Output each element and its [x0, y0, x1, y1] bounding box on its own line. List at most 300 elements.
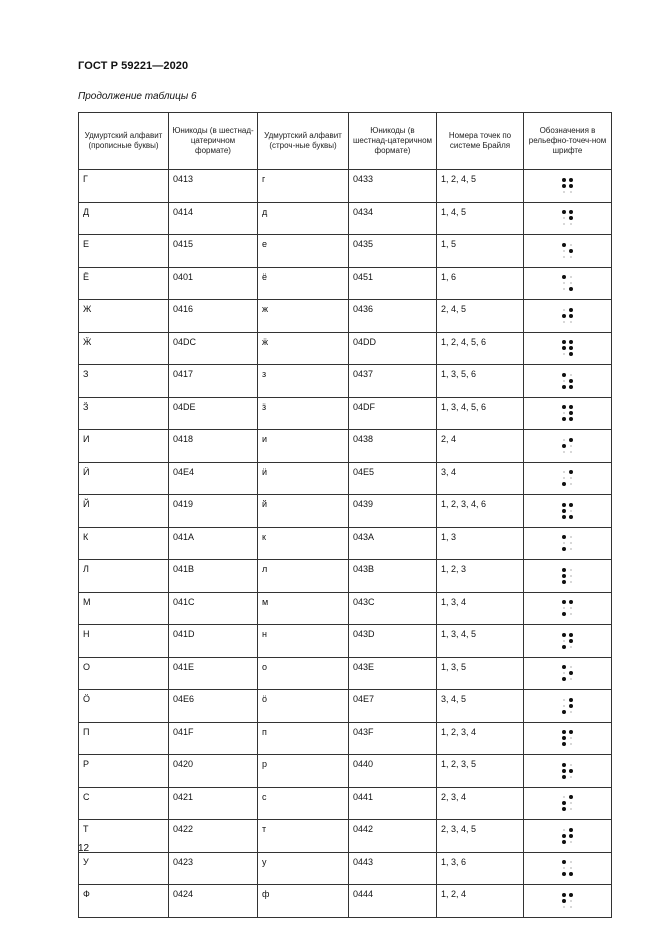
braille-dots-cell: 2, 4, 5	[437, 300, 524, 333]
braille-dot-raised	[562, 899, 566, 903]
braille-dot-raised	[562, 314, 566, 318]
braille-dots-cell: 1, 3, 6	[437, 852, 524, 885]
braille-dots-cell: 1, 3, 4, 5, 6	[437, 397, 524, 430]
braille-dot-empty	[570, 451, 571, 452]
braille-dot-raised	[562, 385, 566, 389]
uppercase-letter-cell: И	[79, 430, 169, 463]
lowercase-unicode-cell: 0442	[349, 820, 437, 853]
lowercase-letter-cell: ё	[258, 267, 349, 300]
lowercase-letter-cell: с	[258, 787, 349, 820]
braille-dot-empty	[563, 906, 564, 907]
braille-dot-raised	[569, 639, 573, 643]
uppercase-unicode-cell: 0413	[169, 170, 258, 203]
uppercase-unicode-cell: 0423	[169, 852, 258, 885]
braille-symbol-icon	[561, 274, 574, 292]
braille-symbol-icon	[561, 469, 574, 487]
braille-dot-raised	[569, 379, 573, 383]
lowercase-unicode-cell: 0438	[349, 430, 437, 463]
braille-dot-empty	[570, 809, 571, 810]
uppercase-letter-cell: Д	[79, 202, 169, 235]
braille-cell	[524, 202, 612, 235]
braille-cell	[524, 430, 612, 463]
lowercase-unicode-cell: 0434	[349, 202, 437, 235]
braille-dot-empty	[570, 900, 571, 901]
table-row	[79, 852, 612, 885]
braille-dot-empty	[570, 744, 571, 745]
braille-cell	[524, 820, 612, 853]
braille-dots-cell: 1, 2, 4	[437, 885, 524, 918]
table-row	[79, 235, 612, 268]
braille-cell	[524, 332, 612, 365]
lowercase-letter-cell: ӝ	[258, 332, 349, 365]
braille-symbol-icon	[561, 794, 574, 812]
lowercase-unicode-cell: 0435	[349, 235, 437, 268]
braille-dot-empty	[563, 321, 564, 322]
braille-dot-raised	[562, 515, 566, 519]
braille-dot-raised	[562, 275, 566, 279]
uppercase-letter-cell: Р	[79, 755, 169, 788]
uppercase-unicode-cell: 041F	[169, 722, 258, 755]
braille-dots-cell: 1, 2, 3	[437, 560, 524, 593]
braille-dot-raised	[569, 503, 573, 507]
lowercase-unicode-cell: 0433	[349, 170, 437, 203]
braille-dot-raised	[569, 872, 573, 876]
lowercase-letter-cell: л	[258, 560, 349, 593]
braille-dot-empty	[563, 283, 564, 284]
table-row	[79, 690, 612, 723]
braille-dot-raised	[562, 840, 566, 844]
braille-dot-raised	[562, 535, 566, 539]
lowercase-unicode-cell: 043F	[349, 722, 437, 755]
lowercase-unicode-cell: 0440	[349, 755, 437, 788]
uppercase-letter-cell: М	[79, 592, 169, 625]
braille-dot-empty	[570, 776, 571, 777]
braille-cell	[524, 397, 612, 430]
lowercase-unicode-cell: 04E7	[349, 690, 437, 723]
lowercase-unicode-cell: 0439	[349, 495, 437, 528]
braille-dots-cell: 1, 6	[437, 267, 524, 300]
braille-dot-empty	[563, 543, 564, 544]
uppercase-letter-cell: Й	[79, 495, 169, 528]
braille-cell	[524, 527, 612, 560]
braille-cell	[524, 592, 612, 625]
uppercase-letter-cell: Ӝ	[79, 332, 169, 365]
braille-cell	[524, 300, 612, 333]
braille-dots-cell: 1, 2, 3, 5	[437, 755, 524, 788]
uppercase-letter-cell: К	[79, 527, 169, 560]
lowercase-unicode-cell: 043D	[349, 625, 437, 658]
braille-dot-empty	[570, 374, 571, 375]
braille-dots-cell: 1, 2, 3, 4	[437, 722, 524, 755]
braille-table	[78, 112, 612, 918]
braille-dot-raised	[562, 801, 566, 805]
uppercase-unicode-cell: 04DE	[169, 397, 258, 430]
braille-dot-raised	[562, 612, 566, 616]
braille-cell	[524, 755, 612, 788]
braille-dots-cell: 3, 4, 5	[437, 690, 524, 723]
table-row	[79, 495, 612, 528]
braille-dots-cell: 1, 4, 5	[437, 202, 524, 235]
braille-dot-raised	[569, 340, 573, 344]
braille-dot-empty	[570, 445, 571, 446]
uppercase-letter-cell: Л	[79, 560, 169, 593]
braille-dot-raised	[569, 249, 573, 253]
header-uppercase-letter: Удмуртский алфавит (прописные буквы)	[79, 113, 169, 170]
braille-dot-raised	[569, 769, 573, 773]
document-code: ГОСТ Р 59221—2020	[78, 60, 189, 72]
lowercase-letter-cell: т	[258, 820, 349, 853]
uppercase-unicode-cell: 04E4	[169, 462, 258, 495]
braille-dots-cell: 1, 3, 5, 6	[437, 365, 524, 398]
braille-dot-raised	[562, 736, 566, 740]
braille-cell	[524, 787, 612, 820]
lowercase-letter-cell: д	[258, 202, 349, 235]
table-row	[79, 365, 612, 398]
braille-symbol-icon	[561, 664, 574, 682]
braille-dot-raised	[562, 243, 566, 247]
braille-dot-raised	[562, 645, 566, 649]
braille-dot-raised	[562, 872, 566, 876]
braille-dot-raised	[569, 704, 573, 708]
uppercase-letter-cell: Ж	[79, 300, 169, 333]
braille-cell	[524, 560, 612, 593]
braille-symbol-icon	[561, 859, 574, 877]
braille-dot-empty	[563, 472, 564, 473]
table-row	[79, 397, 612, 430]
header-braille-cell: Обозначения в рельефно-точеч-ном шрифте	[524, 113, 612, 170]
uppercase-unicode-cell: 0421	[169, 787, 258, 820]
braille-symbol-icon	[561, 404, 574, 422]
braille-dot-empty	[570, 191, 571, 192]
braille-dot-raised	[569, 385, 573, 389]
uppercase-letter-cell: О	[79, 657, 169, 690]
braille-dot-empty	[563, 256, 564, 257]
table-row	[79, 267, 612, 300]
braille-symbol-icon	[561, 827, 574, 845]
braille-dot-empty	[570, 321, 571, 322]
lowercase-unicode-cell: 0437	[349, 365, 437, 398]
braille-dot-empty	[570, 478, 571, 479]
lowercase-letter-cell: з	[258, 365, 349, 398]
braille-dot-raised	[569, 671, 573, 675]
braille-symbol-icon	[561, 177, 574, 195]
uppercase-unicode-cell: 0416	[169, 300, 258, 333]
braille-dot-raised	[562, 775, 566, 779]
table-row	[79, 755, 612, 788]
header-lowercase-unicode: Юникоды (в шестнад-цатеричном формате)	[349, 113, 437, 170]
braille-dot-empty	[570, 764, 571, 765]
braille-symbol-icon	[561, 437, 574, 455]
braille-dot-raised	[562, 807, 566, 811]
braille-dot-empty	[563, 224, 564, 225]
braille-dot-raised	[569, 795, 573, 799]
braille-symbol-icon	[561, 372, 574, 390]
braille-cell	[524, 722, 612, 755]
braille-dot-raised	[562, 373, 566, 377]
uppercase-unicode-cell: 04E6	[169, 690, 258, 723]
table-row	[79, 820, 612, 853]
braille-dot-raised	[569, 698, 573, 702]
braille-dot-raised	[562, 893, 566, 897]
braille-cell	[524, 462, 612, 495]
braille-dots-cell: 1, 3, 4, 5	[437, 625, 524, 658]
braille-dot-empty	[570, 646, 571, 647]
table-row	[79, 430, 612, 463]
braille-dot-raised	[562, 600, 566, 604]
braille-dot-empty	[570, 608, 571, 609]
braille-dot-raised	[569, 893, 573, 897]
braille-dot-empty	[563, 829, 564, 830]
braille-dot-raised	[562, 568, 566, 572]
lowercase-letter-cell: м	[258, 592, 349, 625]
lowercase-unicode-cell: 0441	[349, 787, 437, 820]
braille-dot-raised	[569, 178, 573, 182]
braille-cell	[524, 235, 612, 268]
braille-dot-empty	[570, 868, 571, 869]
braille-dot-raised	[569, 633, 573, 637]
braille-dot-empty	[570, 679, 571, 680]
braille-dot-raised	[562, 769, 566, 773]
table-row	[79, 787, 612, 820]
braille-dot-raised	[562, 417, 566, 421]
braille-dot-empty	[563, 289, 564, 290]
uppercase-unicode-cell: 0417	[169, 365, 258, 398]
lowercase-unicode-cell: 043B	[349, 560, 437, 593]
lowercase-letter-cell: г	[258, 170, 349, 203]
braille-dot-raised	[569, 417, 573, 421]
uppercase-letter-cell: Г	[79, 170, 169, 203]
braille-dot-raised	[569, 352, 573, 356]
lowercase-unicode-cell: 043C	[349, 592, 437, 625]
braille-dot-raised	[569, 216, 573, 220]
braille-dot-raised	[562, 665, 566, 669]
braille-dot-empty	[570, 277, 571, 278]
braille-dot-empty	[570, 581, 571, 582]
braille-dot-raised	[562, 730, 566, 734]
braille-dot-empty	[570, 256, 571, 257]
braille-symbol-icon	[561, 567, 574, 585]
uppercase-letter-cell: П	[79, 722, 169, 755]
braille-dot-empty	[570, 803, 571, 804]
braille-symbol-icon	[561, 599, 574, 617]
braille-dot-raised	[569, 405, 573, 409]
uppercase-unicode-cell: 0424	[169, 885, 258, 918]
lowercase-unicode-cell: 043A	[349, 527, 437, 560]
uppercase-unicode-cell: 041C	[169, 592, 258, 625]
uppercase-unicode-cell: 0415	[169, 235, 258, 268]
braille-dot-empty	[570, 575, 571, 576]
uppercase-unicode-cell: 0414	[169, 202, 258, 235]
lowercase-unicode-cell: 0443	[349, 852, 437, 885]
table-row	[79, 170, 612, 203]
table-row	[79, 722, 612, 755]
braille-dot-empty	[570, 224, 571, 225]
braille-dot-raised	[562, 633, 566, 637]
braille-dot-raised	[569, 287, 573, 291]
braille-cell	[524, 495, 612, 528]
lowercase-letter-cell: о	[258, 657, 349, 690]
braille-dot-raised	[562, 346, 566, 350]
header-uppercase-unicode: Юникоды (в шестнад-цатеричном формате)	[169, 113, 258, 170]
braille-symbol-icon	[561, 697, 574, 715]
uppercase-letter-cell: Ё	[79, 267, 169, 300]
braille-dot-raised	[569, 828, 573, 832]
lowercase-letter-cell: ӥ	[258, 462, 349, 495]
braille-dot-empty	[570, 738, 571, 739]
table-row	[79, 625, 612, 658]
lowercase-unicode-cell: 04DF	[349, 397, 437, 430]
braille-cell	[524, 885, 612, 918]
braille-dot-raised	[562, 834, 566, 838]
braille-dot-raised	[569, 210, 573, 214]
lowercase-unicode-cell: 04E5	[349, 462, 437, 495]
lowercase-unicode-cell: 0436	[349, 300, 437, 333]
braille-dot-raised	[562, 742, 566, 746]
uppercase-letter-cell: Н	[79, 625, 169, 658]
braille-dot-raised	[569, 730, 573, 734]
uppercase-unicode-cell: 0420	[169, 755, 258, 788]
braille-dot-empty	[563, 309, 564, 310]
braille-dot-empty	[570, 614, 571, 615]
braille-dots-cell: 2, 3, 4	[437, 787, 524, 820]
braille-dot-raised	[569, 515, 573, 519]
braille-cell	[524, 170, 612, 203]
braille-cell	[524, 852, 612, 885]
uppercase-unicode-cell: 0418	[169, 430, 258, 463]
lowercase-letter-cell: ф	[258, 885, 349, 918]
table-row	[79, 300, 612, 333]
braille-dot-raised	[562, 184, 566, 188]
braille-dot-raised	[569, 438, 573, 442]
table-header-row	[79, 113, 612, 170]
braille-dot-raised	[569, 411, 573, 415]
braille-dot-empty	[563, 380, 564, 381]
uppercase-unicode-cell: 0401	[169, 267, 258, 300]
braille-cell	[524, 657, 612, 690]
table-row	[79, 527, 612, 560]
braille-dot-empty	[570, 537, 571, 538]
braille-dot-raised	[562, 860, 566, 864]
lowercase-letter-cell: и	[258, 430, 349, 463]
braille-dot-raised	[562, 710, 566, 714]
uppercase-unicode-cell: 041E	[169, 657, 258, 690]
braille-dot-empty	[563, 868, 564, 869]
table-row	[79, 657, 612, 690]
braille-dot-empty	[563, 797, 564, 798]
braille-dots-cell: 1, 5	[437, 235, 524, 268]
braille-dot-raised	[562, 547, 566, 551]
uppercase-unicode-cell: 0422	[169, 820, 258, 853]
braille-dot-empty	[570, 667, 571, 668]
braille-dot-raised	[569, 314, 573, 318]
braille-dot-raised	[569, 184, 573, 188]
braille-dot-empty	[563, 191, 564, 192]
uppercase-letter-cell: Т	[79, 820, 169, 853]
lowercase-letter-cell: ӟ	[258, 397, 349, 430]
braille-dot-empty	[563, 705, 564, 706]
braille-dot-empty	[563, 451, 564, 452]
lowercase-unicode-cell: 043E	[349, 657, 437, 690]
braille-dot-raised	[562, 482, 566, 486]
lowercase-letter-cell: п	[258, 722, 349, 755]
table-caption: Продолжение таблицы 6	[78, 91, 197, 102]
uppercase-letter-cell: Ӥ	[79, 462, 169, 495]
braille-dot-empty	[563, 250, 564, 251]
braille-dots-cell: 1, 2, 4, 5, 6	[437, 332, 524, 365]
uppercase-letter-cell: Ӧ	[79, 690, 169, 723]
lowercase-unicode-cell: 04DD	[349, 332, 437, 365]
braille-symbol-icon	[561, 729, 574, 747]
braille-dot-raised	[569, 600, 573, 604]
braille-dot-raised	[562, 763, 566, 767]
braille-dot-empty	[570, 862, 571, 863]
table-row	[79, 202, 612, 235]
braille-dots-cell: 3, 4	[437, 462, 524, 495]
braille-dot-raised	[562, 677, 566, 681]
braille-dot-empty	[570, 549, 571, 550]
braille-dots-cell: 2, 4	[437, 430, 524, 463]
braille-dot-empty	[563, 218, 564, 219]
braille-dot-raised	[569, 834, 573, 838]
lowercase-unicode-cell: 0444	[349, 885, 437, 918]
braille-dots-cell: 2, 3, 4, 5	[437, 820, 524, 853]
braille-dot-raised	[562, 340, 566, 344]
braille-dot-raised	[562, 178, 566, 182]
braille-dot-empty	[563, 640, 564, 641]
uppercase-unicode-cell: 04DC	[169, 332, 258, 365]
lowercase-letter-cell: й	[258, 495, 349, 528]
uppercase-unicode-cell: 0419	[169, 495, 258, 528]
table-row	[79, 332, 612, 365]
braille-dot-empty	[570, 510, 571, 511]
uppercase-letter-cell: Ф	[79, 885, 169, 918]
braille-dots-cell: 1, 2, 3, 4, 6	[437, 495, 524, 528]
braille-dot-empty	[570, 841, 571, 842]
uppercase-unicode-cell: 041B	[169, 560, 258, 593]
lowercase-letter-cell: р	[258, 755, 349, 788]
uppercase-unicode-cell: 041A	[169, 527, 258, 560]
braille-dots-cell: 1, 3	[437, 527, 524, 560]
braille-dot-empty	[570, 484, 571, 485]
braille-dot-empty	[570, 569, 571, 570]
uppercase-letter-cell: Е	[79, 235, 169, 268]
braille-dot-raised	[569, 470, 573, 474]
uppercase-unicode-cell: 041D	[169, 625, 258, 658]
uppercase-letter-cell: С	[79, 787, 169, 820]
braille-symbol-icon	[561, 209, 574, 227]
braille-symbol-icon	[561, 892, 574, 910]
uppercase-letter-cell: У	[79, 852, 169, 885]
lowercase-unicode-cell: 0451	[349, 267, 437, 300]
braille-dot-empty	[563, 413, 564, 414]
lowercase-letter-cell: к	[258, 527, 349, 560]
braille-dot-raised	[562, 580, 566, 584]
braille-dots-cell: 1, 2, 4, 5	[437, 170, 524, 203]
braille-dot-raised	[562, 509, 566, 513]
braille-dot-raised	[562, 210, 566, 214]
braille-cell	[524, 625, 612, 658]
braille-symbol-icon	[561, 339, 574, 357]
braille-dot-empty	[563, 439, 564, 440]
braille-dot-empty	[570, 244, 571, 245]
braille-dot-raised	[562, 503, 566, 507]
braille-dot-empty	[563, 673, 564, 674]
braille-symbol-icon	[561, 502, 574, 520]
page-number: 12	[78, 843, 90, 854]
table-row	[79, 462, 612, 495]
braille-symbol-icon	[561, 534, 574, 552]
lowercase-letter-cell: у	[258, 852, 349, 885]
